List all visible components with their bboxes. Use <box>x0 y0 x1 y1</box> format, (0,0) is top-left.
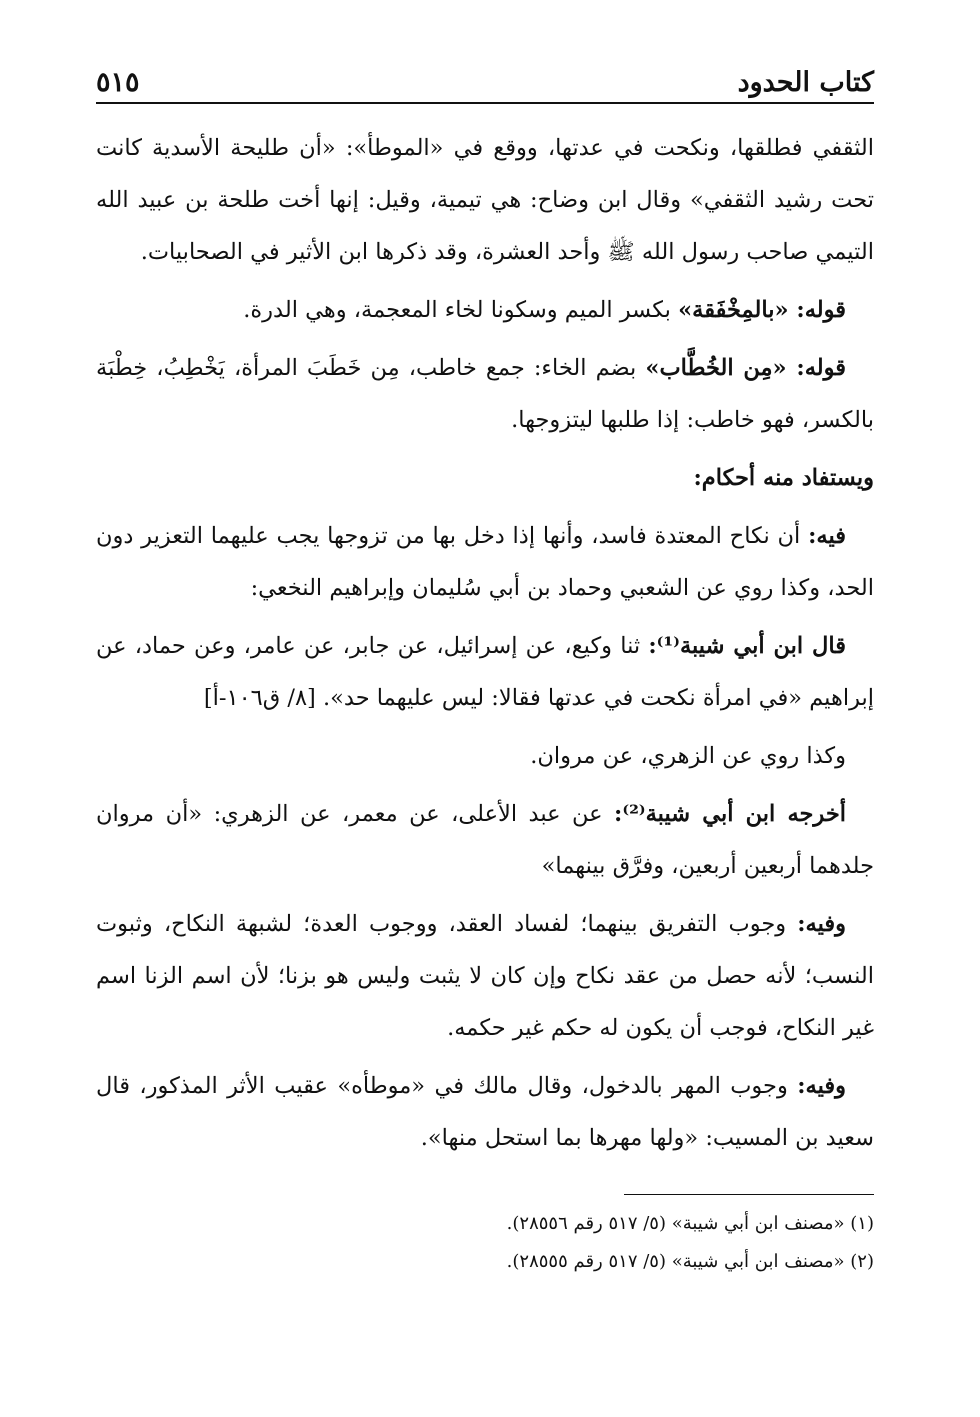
section-heading: ويستفاد منه أحكام: <box>693 465 874 491</box>
paragraph-text: عن عبد الأعلى، عن معمر، عن الزهري: «أن مروان جلدهما أربعين أربعين، وفرَّق بينهما» <box>96 801 874 879</box>
paragraph-7 <box>96 788 874 892</box>
paragraph-text: وجوب المهر بالدخول، وقال مالك في «موطأه» عقيب الأثر المذكور، قال سعيد بن المسيب: «ولها مهرها بما استحل منها». <box>96 1073 874 1151</box>
paragraph-3 <box>96 342 874 446</box>
paragraph-text: وكذا روي عن الزهري، عن مروان. <box>530 743 846 769</box>
paragraph-1 <box>96 122 874 278</box>
running-header <box>96 48 874 104</box>
footnote-2: (٢) «مصنف ابن أبي شيبة» (٥/ ٥١٧ رقم ٢٨٥٥٥). <box>506 1251 874 1272</box>
paragraph-lead: وفيه: <box>797 911 847 937</box>
paragraph-text: أن نكاح المعتدة فاسد، وأنها إذا دخل بها من تزوجها يجب عليهما التعزير دون الحد، وكذا روي عن الشعبي وحماد بن أبي سُليمان وإبراهيم النخعي: <box>96 523 874 601</box>
paragraph-9 <box>96 1060 874 1164</box>
paragraph-2 <box>96 284 874 336</box>
paragraph-lead: وفيه: <box>797 1073 846 1099</box>
footnote-divider <box>624 1194 874 1195</box>
footnotes <box>96 1205 874 1281</box>
paragraph-5 <box>96 620 874 724</box>
paragraph-text: بضم الخاء: جمع خاطب، مِن خَطَبَ المرأة، يَخْطِبُ، خِطْبَة بالكسر، فهو خاطب: إذا طلبها ليتزوجها. <box>96 355 874 433</box>
paragraph-lead: قوله: «بالمِخْفَقة» <box>678 297 846 323</box>
paragraph-6 <box>96 730 874 782</box>
book-page <box>96 48 874 1281</box>
paragraph-lead: أخرجه ابن أبي شيبة⁽²⁾: <box>614 801 846 827</box>
paragraph-text: ثنا وكيع، عن إسرائيل، عن جابر، عن عامر، وعن حماد، عن إبراهيم «في امرأة نكحت في عدتها فقالا: ليس عليهما حد». [٨/ ق١٠٦-أ] <box>96 633 874 711</box>
main-text <box>96 122 874 1164</box>
paragraph-text: وجوب التفريق بينهما؛ لفساد العقد، ووجوب العدة؛ لشبهة النكاح، وثبوت النسب؛ لأنه حصل من عقد نكاح وإن كان لا يثبت وليس هو بزنا؛ لأن اسم الزنا اسم غير النكاح، فوجب أن يكون له حكم غير حكمه. <box>96 911 874 1041</box>
paragraph-text: بكسر الميم وسكونا لخاء المعجمة، وهي الدرة. <box>243 297 679 323</box>
paragraph-text: الثقفي فطلقها، ونكحت في عدتها، ووقع في «الموطأ»: «أن طليحة الأسدية كانت تحت رشيد الثقفي» وقال ابن وضاح: هي تيمية، وقيل: إنها أخت طلحة بن عبيد الله التيمي صاحب رسول الله ﷺ وأحد العشرة، وقد ذكرها ابن الأثير في الصحابيات. <box>96 135 874 265</box>
page-number: ٥١٥ <box>96 67 140 98</box>
footnote-1: (١) «مصنف ابن أبي شيبة» (٥/ ٥١٧ رقم ٢٨٥٥٦). <box>506 1213 874 1234</box>
chapter-title: كتاب الحدود <box>737 67 874 98</box>
paragraph-lead: فيه: <box>808 523 846 549</box>
paragraph-4 <box>96 510 874 614</box>
paragraph-lead: قال ابن أبي شيبة⁽¹⁾: <box>648 633 846 659</box>
paragraph-lead: قوله: «مِن الخُطَّاب» <box>645 355 846 381</box>
paragraph-8 <box>96 898 874 1054</box>
